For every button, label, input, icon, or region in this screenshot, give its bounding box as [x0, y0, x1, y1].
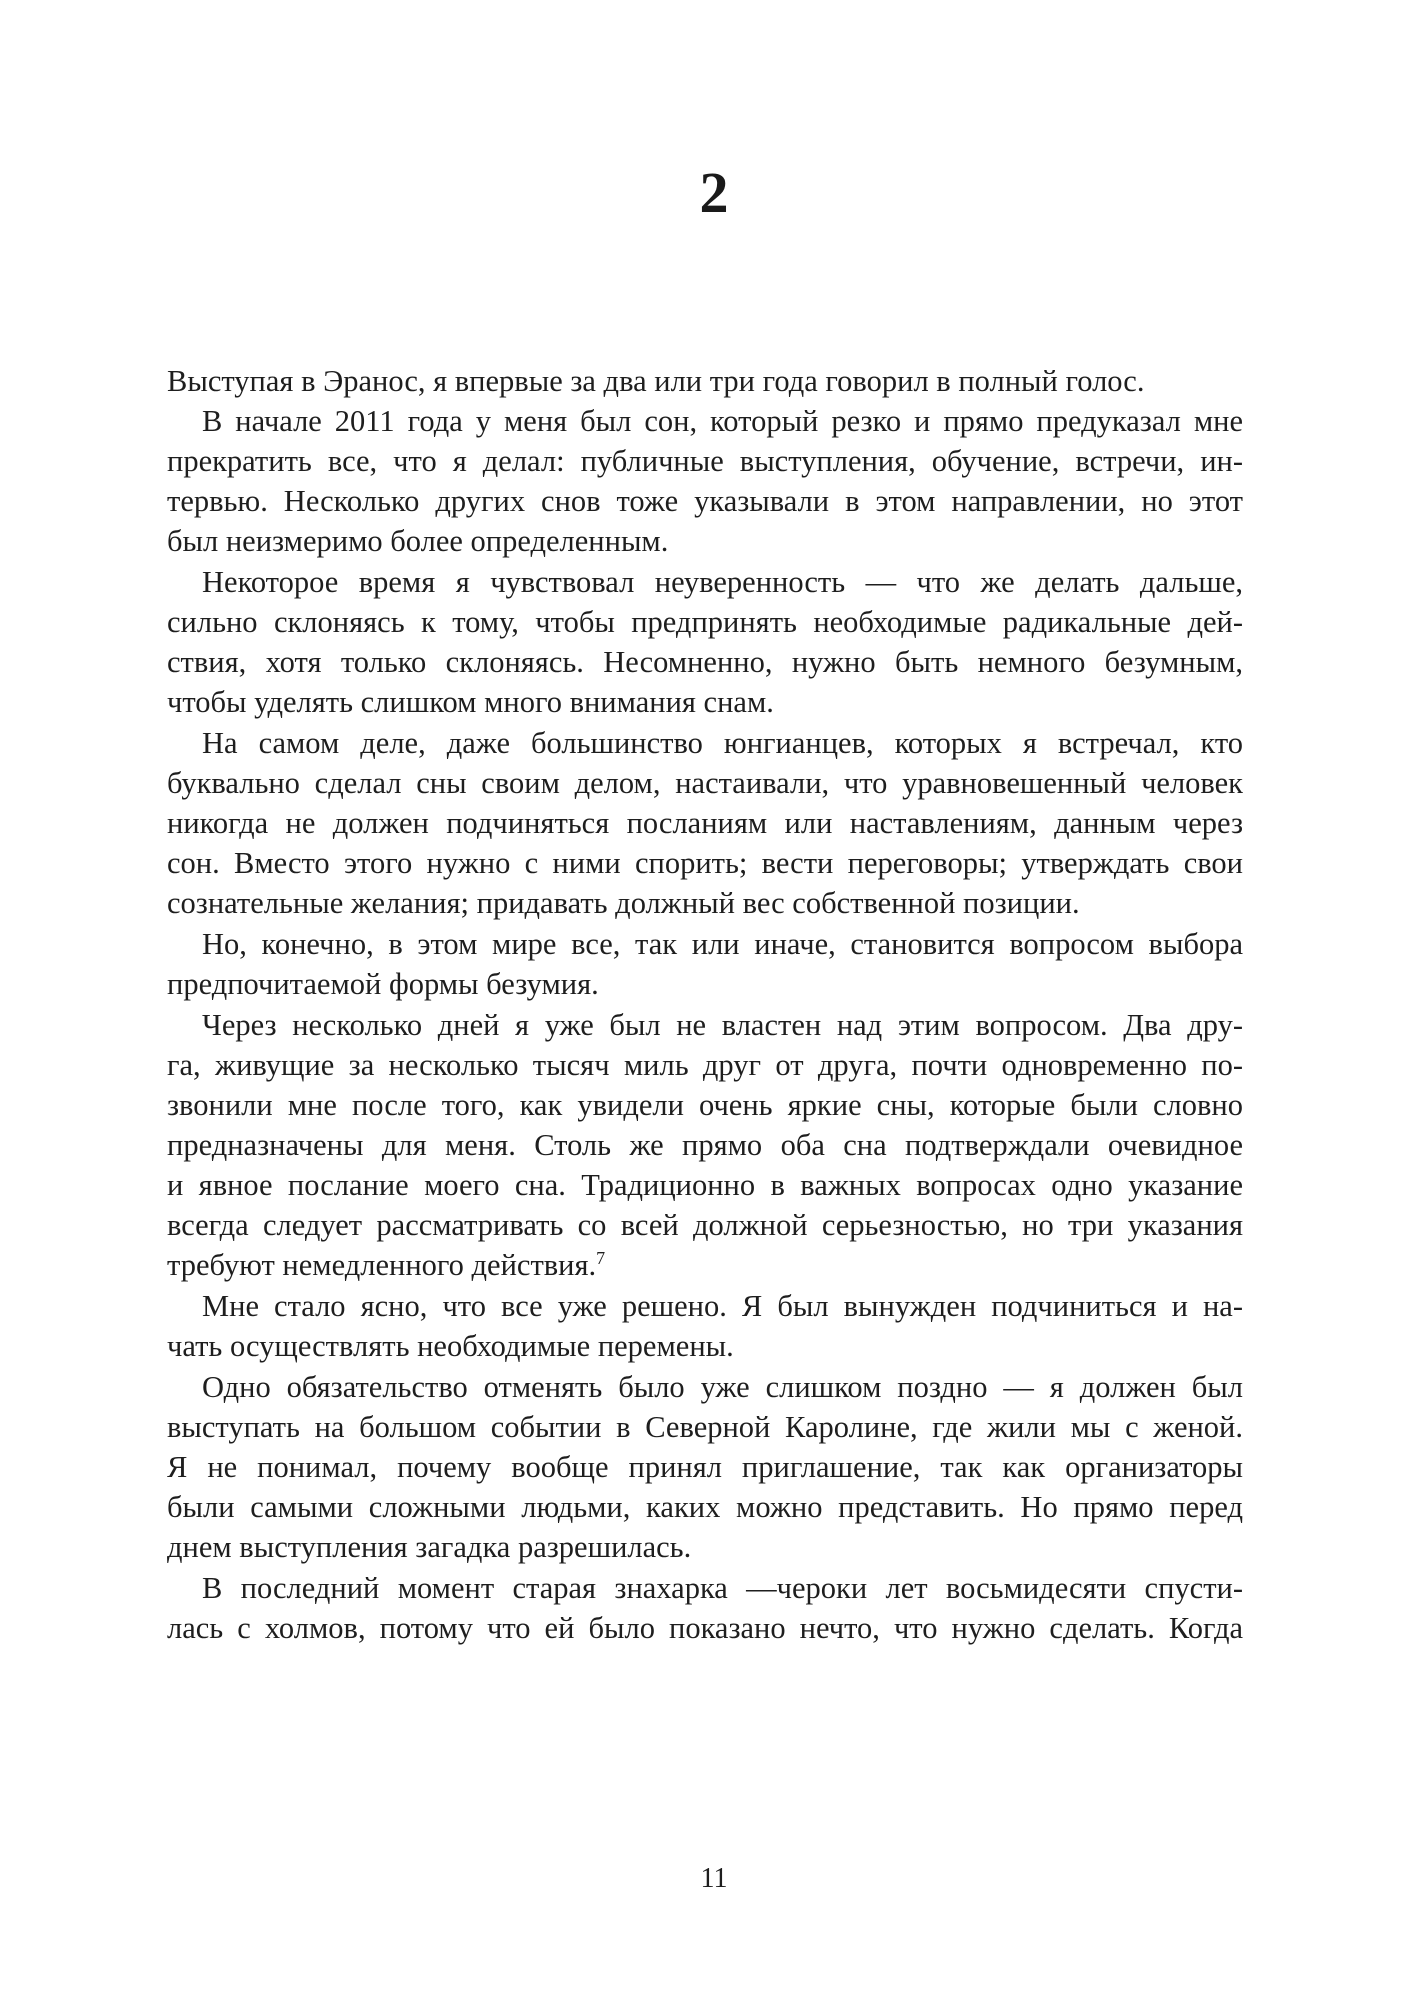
text-line: всегда следует рассматривать со всей должной серьезностью, но три указания	[167, 1208, 1243, 1242]
text-line: тервью. Несколько других снов тоже указывали в этом направлении, но этот	[167, 484, 1243, 518]
text-line: Я не понимал, почему вообще принял приглашение, так как организаторы	[167, 1450, 1243, 1484]
text-line: звонили мне после того, как увидели очень яркие сны, которые были словно	[167, 1088, 1243, 1122]
text-line: предпочитаемой формы безумия.	[167, 967, 599, 1001]
text-line: чтобы уделять слишком много внимания снам.	[167, 685, 774, 719]
text-line: га, живущие за несколько тысяч миль друг от друга, почти одновременно по-	[167, 1048, 1243, 1082]
text-line: чать осуществлять необходимые перемены.	[167, 1329, 734, 1363]
text-line: никогда не должен подчиняться посланиям или наставлениям, данным через	[167, 806, 1243, 840]
text-line: и явное послание моего сна. Традиционно в важных вопросах одно указание	[167, 1168, 1243, 1202]
text-line: сильно склоняясь к тому, чтобы предпринять необходимые радикальные дей-	[167, 605, 1243, 639]
text-line: были самыми сложными людьми, каких можно представить. Но прямо перед	[167, 1490, 1243, 1524]
text-line: лась с холмов, потому что ей было показано нечто, что нужно сделать. Когда	[167, 1611, 1243, 1645]
text-line: В начале 2011 года у меня был сон, который резко и прямо предуказал мне	[202, 404, 1243, 438]
text-line: На самом деле, даже большинство юнгианцев, которых я встречал, кто	[202, 726, 1243, 760]
text-line: сон. Вместо этого нужно с ними спорить; вести переговоры; утверждать свои	[167, 846, 1243, 880]
text-line: Одно обязательство отменять было уже слишком поздно — я должен был	[202, 1370, 1243, 1404]
text-line: Выступая в Эранос, я впервые за два или три года говорил в полный голос.	[167, 364, 1145, 398]
text-line: предназначены для меня. Столь же прямо оба сна подтверждали очевидное	[167, 1128, 1243, 1162]
chapter-number: 2	[699, 160, 729, 225]
text-line: Но, конечно, в этом мире все, так или иначе, становится вопросом выбора	[202, 927, 1243, 961]
footnote-marker: 7	[596, 1247, 606, 1268]
text-line: выступать на большом событии в Северной Каролине, где жили мы с женой.	[167, 1410, 1243, 1444]
text-line: Мне стало ясно, что все уже решено. Я был вынужден подчиниться и на-	[202, 1289, 1243, 1323]
text-line: сознательные желания; придавать должный вес собственной позиции.	[167, 886, 1080, 920]
text-line: прекратить все, что я делал: публичные выступления, обучение, встречи, ин-	[167, 444, 1243, 478]
text-line-with-footnote	[167, 1245, 1243, 1285]
text-line: был неизмеримо более определенным.	[167, 524, 669, 558]
text-line: В последний момент старая знахарка —чероки лет восьмидесяти спусти-	[202, 1571, 1243, 1605]
text-line: Через несколько дней я уже был не властен над этим вопросом. Два дру-	[202, 1008, 1243, 1042]
page-number: 11	[700, 1863, 728, 1894]
text-line: буквально сделал сны своим делом, настаивали, что уравновешенный человек	[167, 766, 1243, 800]
text-line: Некоторое время я чувствовал неуверенность — что же делать дальше,	[202, 565, 1243, 599]
text-line: требуют немедленного действия.	[167, 1248, 597, 1282]
text-line: днем выступления загадка разрешилась.	[167, 1530, 692, 1564]
text-line: ствия, хотя только склоняясь. Несомненно, нужно быть немного безумным,	[167, 645, 1243, 679]
